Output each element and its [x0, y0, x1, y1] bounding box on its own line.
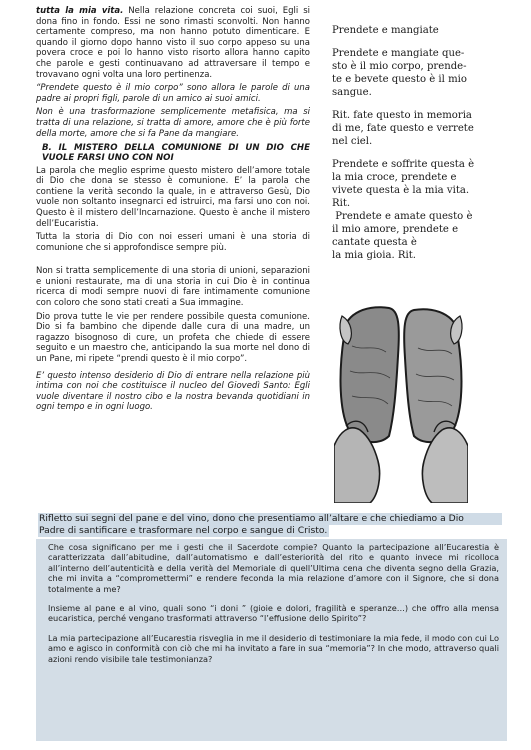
- god-ways-paragraph: Dio prova tutte le vie per rendere possibile questa comunione. Dio si fa bambino che dipende dalle cura di una madre, un ragazzo bisognoso di cure, un profeta che chiede di essere seguito e un maestro che, anticipando la sua morte nel dono di un Pane, mi ripete “prendi questo è il mio corpo”.: [36, 311, 310, 365]
- banner-line-2: Padre di santificare e trasformare nel corpo e sangue di Cristo.: [39, 525, 328, 536]
- left-text-column: [36, 6, 310, 416]
- lyric-stanza-2: Prendete e mangiate que- sto è il mio corpo, prende- te e bevete questo è il mio sangue.: [332, 48, 467, 98]
- question-3: La mia partecipazione all’Eucarestia risveglia in me il desiderio di testimoniare la mia fede, il modo con cui Lo amo e agisco in conformità con ciò che mi ha invitato a fare in sua “memoria”? In che modo, attraverso quali azioni rendo visibile tale testimonianza?: [48, 632, 499, 664]
- holy-thursday-paragraph: E’ questo intenso desiderio di Dio di entrare nella relazione più intima con noi che costituisce il nucleo del Giovedì Santo: Egli vuole diventare il nostro cibo e la nostra bevanda quotidiani in ogni tempo e in ogni luogo.: [36, 370, 310, 413]
- hands-breaking-bread-illustration: [334, 296, 468, 503]
- history-paragraph: Tutta la storia di Dio con noi esseri umani è una storia di comunione che si approfondisce sempre più.: [36, 232, 310, 253]
- lyric-stanza-3: Prendete e soffrite questa è la mia croce, prendete e vivete questa è la mia vita. Rit. Prendete e amate questo è il mio amore, prendete e cantate questa è la mia gioia. Rit.: [332, 159, 475, 261]
- lyric-stanza-1: Prendete e mangiate: [332, 25, 439, 36]
- banner-line-1: Rifletto sui segni del pane e del vino, dono che presentiamo all’altare e che chiediamo a Dio: [38, 513, 502, 525]
- song-lyrics: [332, 24, 482, 272]
- lyric-refrain: Rit. fate questo in memoria di me, fate questo e verrete nel ciel.: [332, 110, 474, 147]
- intro-lead: tutta la mia vita.: [36, 6, 124, 16]
- reflection-questions-box: [36, 539, 507, 741]
- quote-body-paragraph: “Prendete questo è il mio corpo” sono allora le parole di una padre ai propri figli, parole di un amico ai suoi amici.: [36, 83, 310, 104]
- reflection-banner: [38, 513, 506, 537]
- question-2: Insieme al pane e al vino, quali sono “i doni ” (gioie e dolori, fragilità e speranze…) che offro alla mensa eucaristica, perché vengano trasformati attraverso “l’effusione dello Spirito”?: [48, 603, 499, 624]
- communion-paragraph: La parola che meglio esprime questo mistero dell’amore totale di Dio che dona se stesso è comunione. E’ la parola che contiene la verità secondo la quale, in e attraverso Gesù, Dio vuole non soltanto insegnarci ed istruirci, ma farsi uno con noi. Questo è il mistero dell’Incarnazione. Questo è anche il mistero dell’Eucaristia.: [36, 165, 310, 229]
- intro-rest: Nella relazione concreta coi suoi, Egli si dona fino in fondo. Essi ne sono rimasti sconvolti. Non hanno certamente compreso, ma non hanno potuto dimenticare. E quando il giorno dopo hanno visto il suo corpo appeso su una povera croce e poi lo hanno visto risorto allora hanno capito che parole e gesti continuavano ad attraversare il tempo e trovavano ogni volta una loro pertinenza.: [36, 6, 310, 80]
- unions-paragraph: Non si tratta semplicemente di una storia di unioni, separazioni e unioni restaurate, ma di una storia in cui Dio è in continua ricerca di modi sempre nuovi di fare intimamente comunione con coloro che sono stati creati a Sua immagine.: [36, 266, 310, 309]
- paragraph-intro: [36, 6, 310, 80]
- question-1: Che cosa significano per me i gesti che il Sacerdote compie? Quanto la partecipazione all’Eucarestia è caratterizzata dall’abitudine, dall’automatismo e dall’esteriorità del rito e quanto invece mi ricolloca all’interno dell’autenticità e della verità del Memoriale di quell’Ultima cena che diventa segno della Grazia, che mi invita a “compromettermi” e rendere feconda la mia relazione d’amore con il Signore, che si dona totalmente a me?: [48, 542, 499, 594]
- section-heading: B. IL MISTERO DELLA COMUNIONE DI UN DIO CHE VUOLE FARSI UNO CON NOI: [42, 143, 310, 164]
- love-paragraph: Non è una trasformazione semplicemente metafisica, ma si tratta di una relazione, si tratta di amore, amore che è più forte della morte, amore che si fa Pane da mangiare.: [36, 107, 310, 139]
